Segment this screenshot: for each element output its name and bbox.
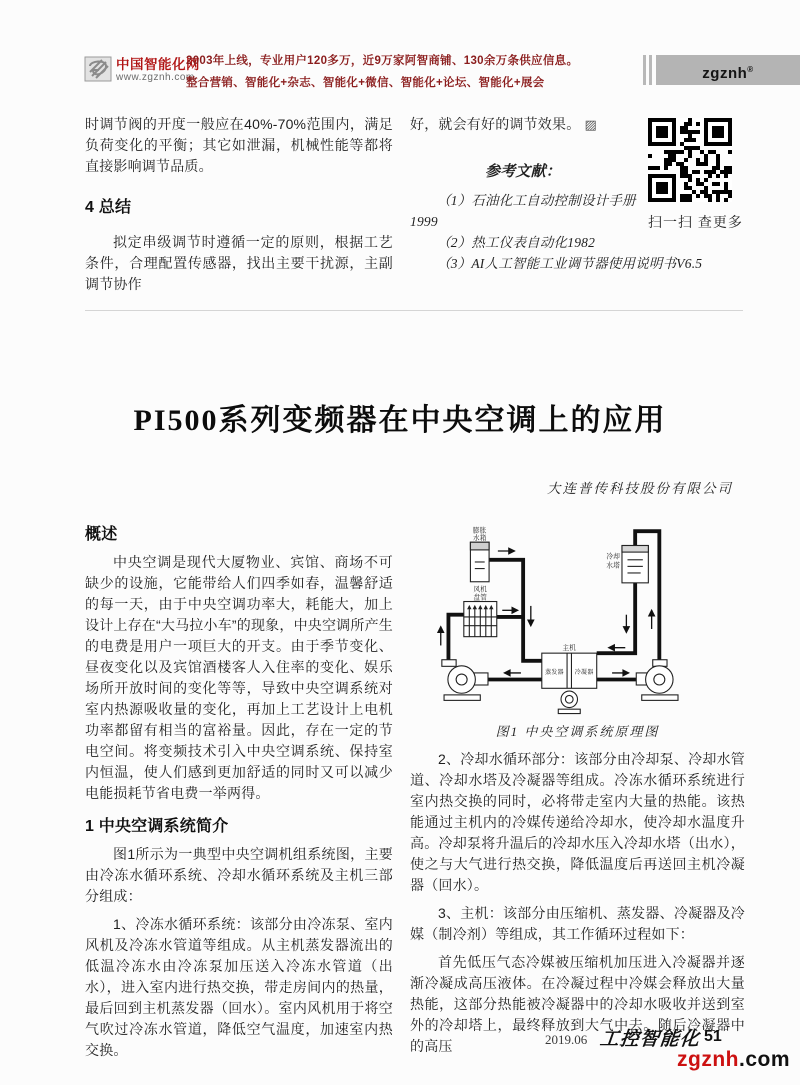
- main-unit-label: 主机: [562, 644, 577, 652]
- reference-item: （3）AI人工智能工业调节器使用说明书V6.5: [437, 256, 703, 271]
- reference-item: （2）热工仪表自动化1982: [437, 235, 596, 250]
- paragraph: 1、冷冻水循环系统：该部分由冷冻泵、室内风机及冷冻水管道等组成。从主机蒸发器流出的低温冷冻水由冷冻泵加压送入冷冻水管道（出水），进入室内进行热交换，带走房间内的热量，最后回到主机蒸发器（回水）。室内风机用于将空气吹过冷冻水管道，降低空气温度，加速室内热交换。: [85, 916, 393, 1058]
- paragraph: 拟定串级调节时遵循一定的原则，根据工艺条件，合理配置传感器，找出主要干扰源，主副调节协作: [85, 234, 393, 292]
- zgznh-logo-icon: [84, 54, 112, 84]
- article-right-column: [410, 518, 745, 1057]
- expansion-tank: [470, 542, 489, 582]
- badge-stripe: [649, 55, 652, 85]
- condenser-label: 冷凝器: [574, 670, 594, 677]
- article-title: PI500系列变频器在中央空调上的应用: [133, 404, 667, 437]
- zgznh-badge: zgznh®: [656, 55, 800, 85]
- paragraph: 中央空调是现代大厦物业、宾馆、商场不可缺少的设施，它能带给人们四季如春，温馨舒适的每一天，由于中央空调功率大，耗能大，加上设计上存在“大马拉小车”的现象，中央空调所产生的电费是用户一项巨大的开支。由于季节变化、昼夜变化以及宾馆酒楼客人入住率的变化、娱乐场所开放时间的变化等等，导致中央空调系统对室内热源吸收量的变化，再加上工艺设计上电机功率都留有相当的富裕量。因此，存在一定的节电空间。将变频技术引入中央空调系统、保持室内恒温，使人们感到更加舒适的同时又可以减少电能损耗节省电费一举两得。: [85, 554, 393, 801]
- prev-article-left-column: [85, 114, 393, 295]
- references-heading: 参考文献：: [485, 163, 562, 180]
- reference-item: （1）石油化工自动控制设计手册: [437, 193, 636, 208]
- qr-block: [648, 118, 743, 232]
- article-end-icon: ▨: [584, 117, 597, 132]
- fan-coil-label: 风机: [473, 586, 488, 594]
- figure1-caption: 图1 中央空调系统原理图: [495, 724, 660, 739]
- cooling-tower-label: 冷却: [606, 553, 621, 561]
- evaporator-label: 蒸发器: [545, 670, 564, 677]
- cooling-tower: [622, 546, 648, 583]
- figure1-diagram: [410, 518, 745, 742]
- svg-text:盘管: 盘管: [473, 594, 488, 602]
- expansion-tank-label: 膨胀: [472, 527, 487, 535]
- summary-heading: 4 总结: [85, 199, 132, 216]
- chilled-water-pump: [442, 660, 488, 701]
- svg-text:水箱: 水箱: [472, 535, 487, 543]
- section1-heading: 1 中央空调系统简介: [85, 818, 229, 835]
- qr-caption: 扫一扫 查更多: [648, 214, 743, 230]
- section-divider: [85, 310, 743, 311]
- compressor: [558, 691, 580, 714]
- qr-code: [648, 118, 732, 202]
- paragraph: 好，就会有好的调节效果。 ▨: [410, 116, 597, 132]
- paragraph: 时调节阀的开度一般应在40%-70%范围内，满足负荷变化的平衡；其它如泄漏，机械性能等都将直接影响调节品质。: [85, 116, 393, 174]
- article-author: 大连普传科技股份有限公司: [547, 481, 733, 496]
- footer-magazine-logo: 工控智能化: [598, 1028, 702, 1050]
- paragraph: 3、主机：该部分由压缩机、蒸发器、冷凝器及冷媒（制冷剂）等组成，其工作循环过程如下：: [410, 905, 745, 942]
- paragraph: 图1所示为一典型中央空调机组系统图，主要由冷冻水循环系统、冷却水循环系统及主机三部分组成：: [85, 846, 393, 904]
- badge-stripe: [643, 55, 646, 85]
- tagline-line2: 整合营销、智能化+杂志、智能化+微信、智能化+论坛、智能化+展会: [186, 77, 545, 89]
- reference-item-continuation: 1999: [410, 214, 438, 229]
- footer-site-url: zgznh.com: [677, 1048, 790, 1071]
- paragraph: 2、冷却水循环部分：该部分由冷却泵、冷却水管道、冷却水塔及冷凝器等组成。冷冻水循环系统进行室内热交换的同时，必将带走室内大量的热能。该热能通过主机内的冷媒传递给冷却水，使冷却水温度升高。冷却泵将升温后的冷却水压入冷却水塔（出水），使之与大气进行热交换，降低温度后再送回主机冷凝器（回水）。: [410, 751, 745, 893]
- fan-coil: [464, 602, 497, 637]
- svg-text:水塔: 水塔: [606, 562, 621, 570]
- site-name: 中国智能化网: [116, 57, 200, 72]
- footer-date: 2019.06: [545, 1032, 588, 1047]
- paragraph: 首先低压气态冷媒被压缩机加压进入冷凝器并逐渐冷凝成高压液体。在冷凝过程中冷媒会释放出大量热能，这部分热能被冷凝器中的冷却水吸收并送到室外的冷却塔上，最终释放到大气中去。随后冷凝器中的高压: [410, 954, 745, 1054]
- tagline-line1: 2003年上线，专业用户120多万，近9万家阿智商铺、130余万条供应信息。: [186, 55, 579, 67]
- article-left-column: [85, 524, 393, 1061]
- cooling-water-pump: [636, 660, 678, 701]
- site-url: www.zgznh.com: [116, 72, 195, 83]
- footer-page-number: 51: [704, 1028, 722, 1045]
- overview-heading: 概述: [85, 526, 118, 543]
- header-tagline: [186, 50, 666, 94]
